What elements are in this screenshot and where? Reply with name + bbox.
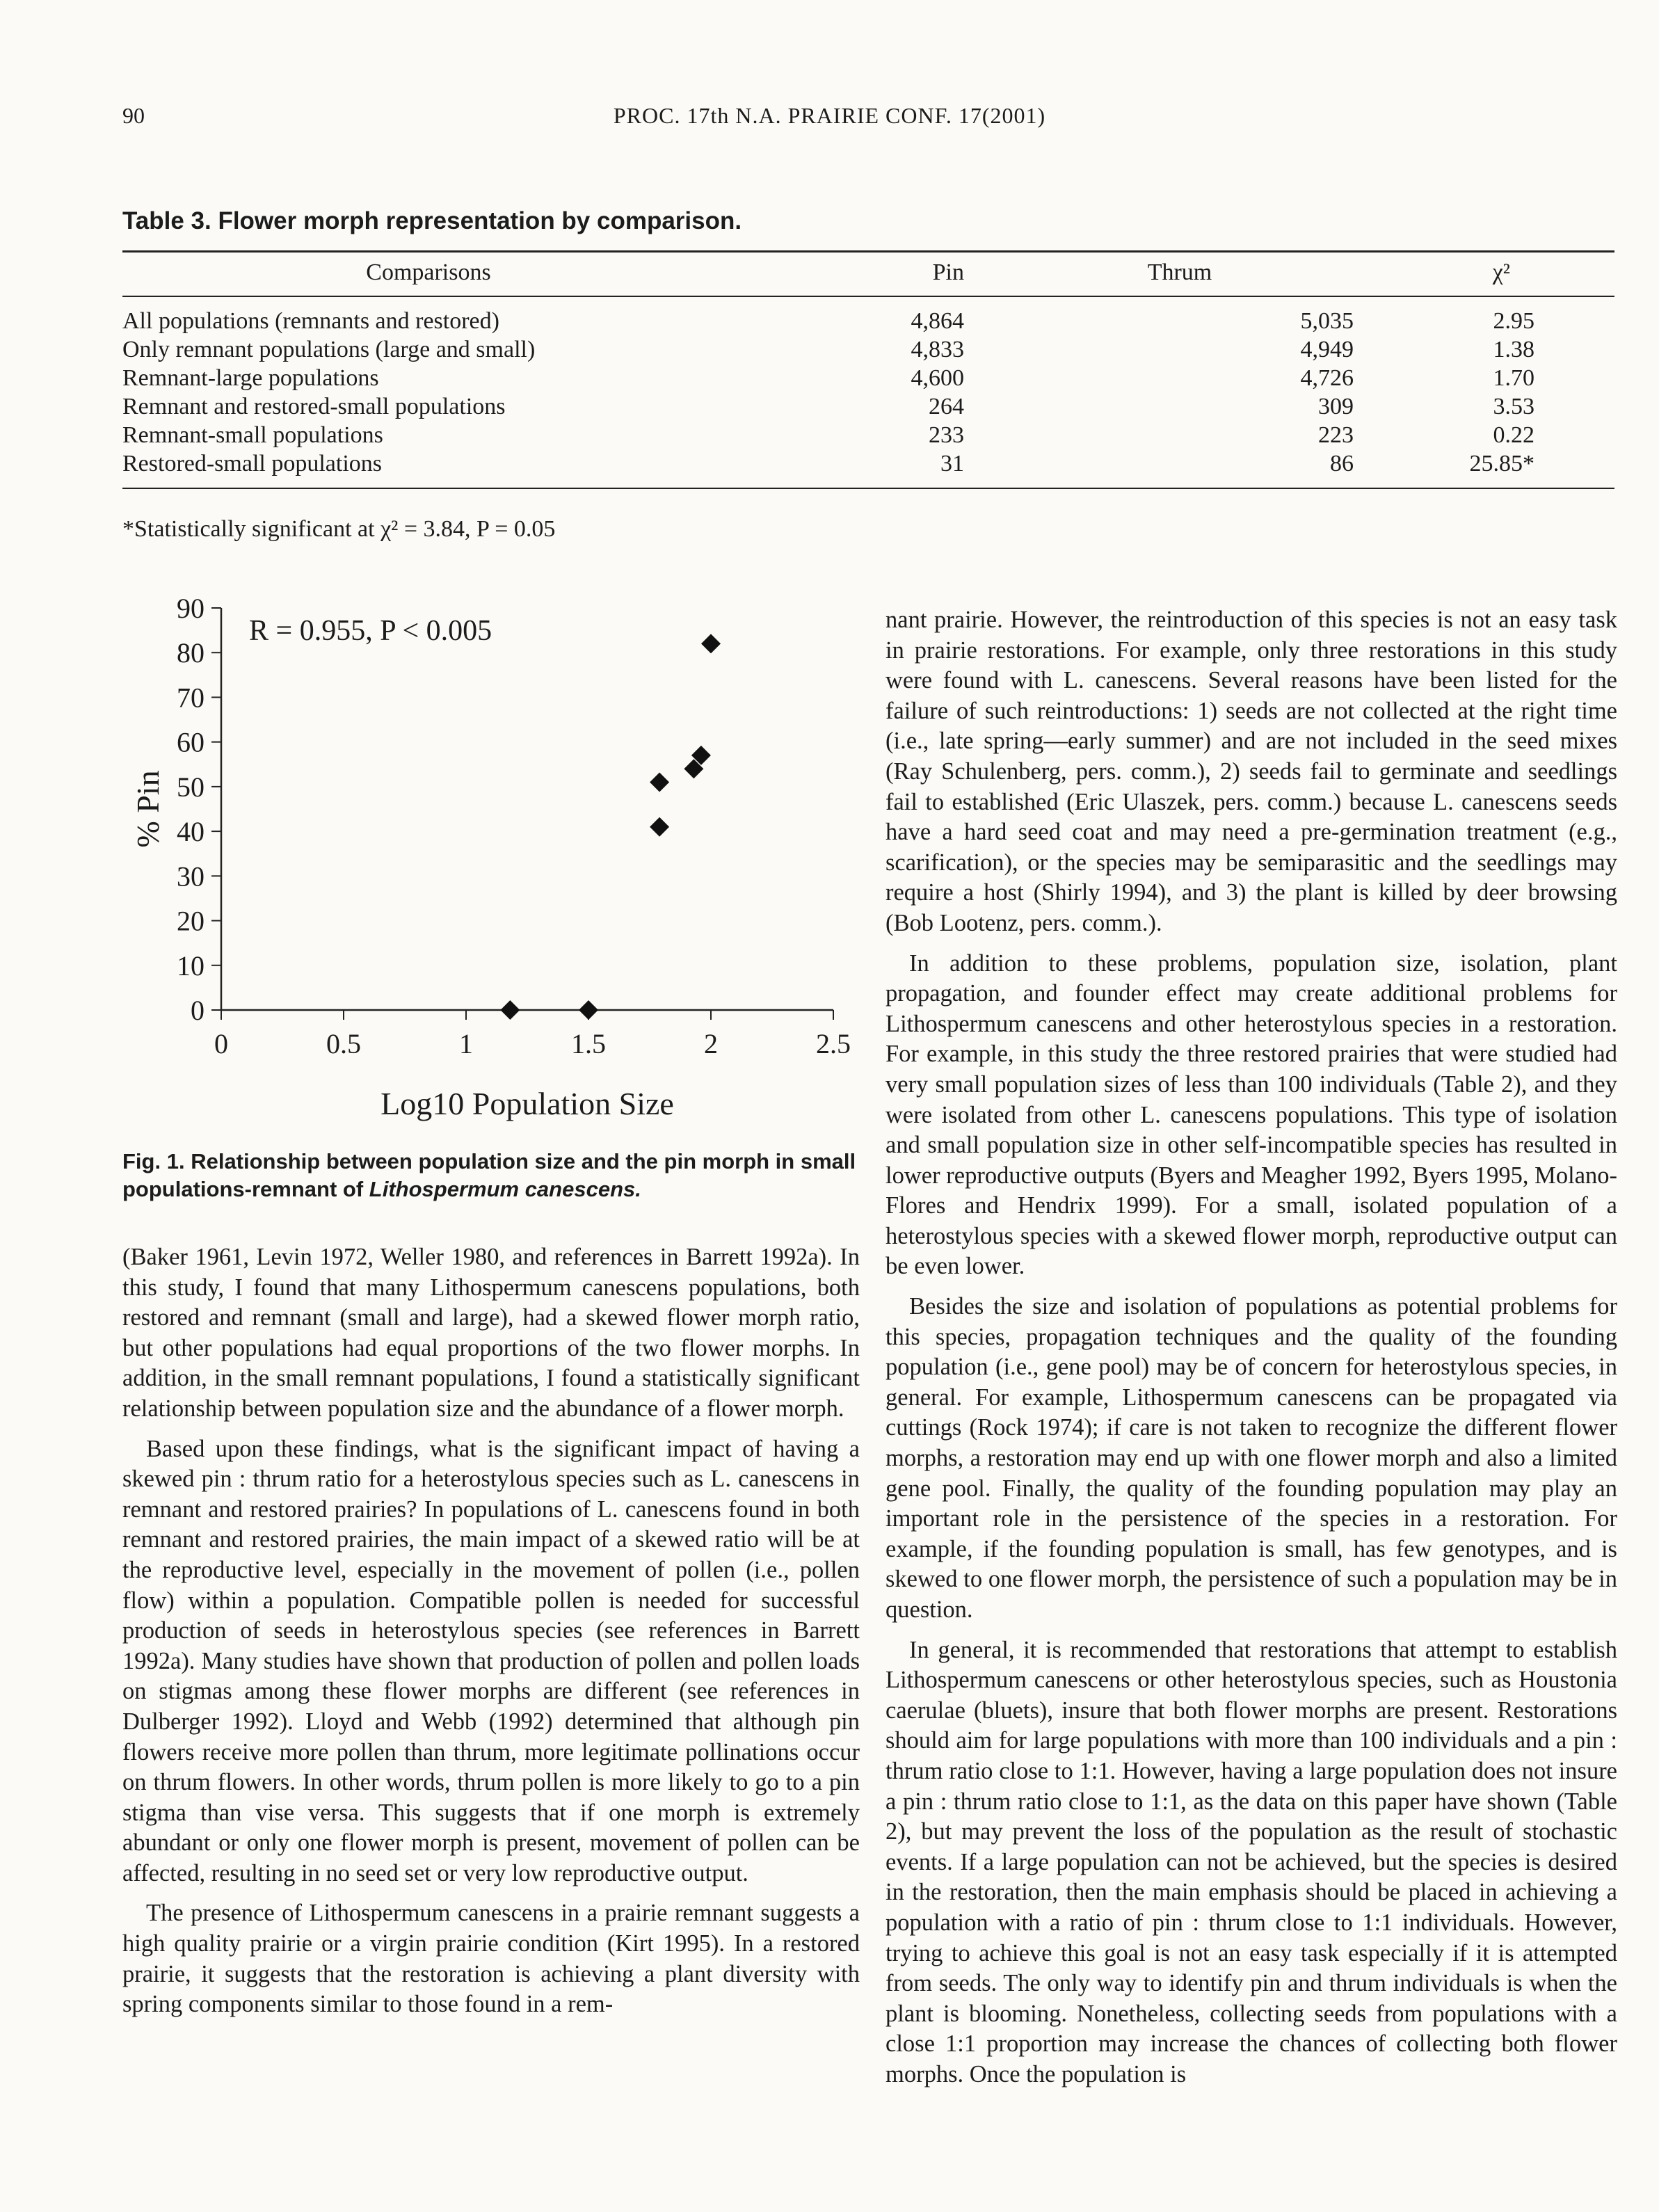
- table-footnote: *Statistically significant at χ² = 3.84, P = 0.05: [122, 516, 556, 542]
- cell-comparison: Restored-small populations: [122, 449, 735, 488]
- x-tick-label: 2: [704, 1028, 718, 1059]
- cell-pin: 233: [929, 422, 964, 448]
- cell-comparison: Remnant-small populations: [122, 422, 383, 448]
- table-caption: Table 3. Flower morph representation by comparison.: [122, 207, 742, 234]
- y-tick-label: 10: [177, 949, 205, 981]
- paragraph: (Baker 1961, Levin 1972, Weller 1980, and references in Barrett 1992a). In this study, I found that many Lithospermum canescens populations, both restored and remnant (small and large), had a skewed flower morph ratio, but other populations had equal proportions of the two flower morphs. In addition, in the small remnant populations, I found a statistically significant relationship between population size and the abundance of a flower morph.: [122, 1244, 860, 1422]
- table-row: [122, 449, 1614, 488]
- cell-chi-square: 0.22: [1493, 422, 1534, 448]
- column-header-chi-square: χ²: [1395, 252, 1614, 297]
- y-tick-label: 50: [177, 771, 205, 803]
- cell-chi-square: 25.85*: [1395, 449, 1614, 488]
- running-head: PROC. 17th N.A. PRAIRIE CONF. 17(2001): [613, 103, 1046, 128]
- cell-thrum: 86: [964, 449, 1395, 488]
- cell-pin: 264: [929, 394, 964, 419]
- y-axis-label: % Pin: [130, 770, 166, 848]
- cell-thrum: 4,949: [1300, 337, 1354, 362]
- cell-thrum: 223: [1318, 422, 1354, 448]
- y-tick-label: 80: [177, 637, 205, 669]
- cell-comparison: Only remnant populations (large and small): [122, 337, 536, 362]
- correlation-annotation: R = 0.955, P < 0.005: [249, 615, 492, 647]
- x-axis-label: Log10 Population Size: [380, 1086, 674, 1121]
- table-row: [122, 392, 1614, 421]
- paragraph: The presence of Lithospermum canescens in a prairie remnant suggests a high quality prairie or a virgin prairie condition (Kirt 1995). In a restored prairie, it suggests that the restoration is achieving a plant diversity with spring components similar to those found in a rem-: [122, 1900, 860, 2018]
- right-column: [885, 605, 1617, 2090]
- cell-comparison: All populations (remnants and restored): [122, 308, 499, 334]
- figure-caption-species: Lithospermum canescens.: [369, 1177, 641, 1201]
- cell-thrum: 309: [1318, 394, 1354, 419]
- cell-pin: 4,600: [911, 365, 964, 391]
- y-tick-label: 30: [177, 860, 205, 892]
- data-point: [650, 817, 669, 837]
- cell-thrum: 4,726: [1300, 365, 1354, 391]
- paragraph: In addition to these problems, population size, isolation, plant propagation, and founder effect may create additional problems for Lithospermum canescens and other heterostylous species in a restoration. For example, in this study the three restored prairies that were studied had very small population sizes of less than 100 individuals (Table 2), and they were isolated from other L. canescens populations. This type of isolation and small population size in other self-incompatible species has resulted in lower reproductive outputs (Byers and Meagher 1992, Byers 1995, Molano-Flores and Hendrix 1999). For a small, isolated population of a heterostylous species with a skewed flower morph, reproductive output can be even lower.: [885, 949, 1617, 1280]
- cell-comparison: Remnant-large populations: [122, 365, 379, 391]
- page-number: 90: [122, 103, 145, 128]
- cell-pin: 4,833: [911, 337, 964, 362]
- data-point: [701, 634, 721, 653]
- paragraph: In general, it is recommended that restorations that attempt to establish Lithospermum canescens or other heterostylous species, such as Houstonia caerulae (bluets), insure that both flower morphs are present. Restorations should aim for large populations with more than 100 individuals and a pin : thrum ratio close to 1:1. However, having a large population does not insure a pin : thrum ratio close to 1:1, as the data on this paper have shown (Table 2), but may prevent the loss of the population as the result of stochastic events. If a large population can not be achieved, but the species is desired in the restoration, then the main emphasis should be placed in achieving a population with a ratio of pin : thrum close to 1:1 individuals. However, trying to achieve this goal is not an easy task especially if it is attempted from seeds. The only way to identify pin and thrum individuals is when the plant is blooming. Nonetheless, collecting seeds from populations with a close 1:1 proportion may increase the chances of collecting both flower morphs. Once the population is: [885, 1636, 1617, 2087]
- figure-caption: [122, 1148, 860, 1203]
- cell-pin: 31: [735, 449, 964, 488]
- table-row: [122, 335, 1614, 364]
- y-tick-label: 20: [177, 905, 205, 937]
- cell-chi-square: 3.53: [1493, 394, 1534, 419]
- paragraph: nant prairie. However, the reintroduction of this species is not an easy task in prairie restorations. For example, only three restorations in this study were found with L. canescens. Several reasons have been listed for the failure of such reintroductions: 1) seeds are not collected at the right time (i.e., late spring—early summer) and are not included in the seed mixes (Ray Schulenberg, pers. comm.), 2) seeds fail to germinate and seedlings fail to established (Eric Ulaszek, pers. comm.) because L. canescens seeds have a hard seed coat and may need a pre-germination treatment (e.g., scarification), or the species may be semiparasitic and the seedlings may require a host (Shirly 1994), and 3) the plant is killed by deer browsing (Bob Lootenz, pers. comm.).: [885, 607, 1617, 936]
- data-point: [579, 1000, 598, 1020]
- x-tick-label: 0: [214, 1028, 228, 1059]
- x-tick-label: 2.5: [816, 1028, 851, 1059]
- figure-caption-text: Relationship between population size and the pin morph in small populations-remnant of: [122, 1149, 856, 1201]
- left-column: [122, 1242, 860, 2020]
- data-point: [500, 1000, 520, 1020]
- column-header-pin: Pin: [735, 252, 964, 297]
- x-tick-label: 1.5: [571, 1028, 606, 1059]
- x-tick-label: 1: [459, 1028, 473, 1059]
- x-tick-label: 0.5: [326, 1028, 361, 1059]
- column-header-comparisons: Comparisons: [122, 252, 735, 297]
- paragraph: Besides the size and isolation of populations as potential problems for this species, propagation techniques and the quality of the founding population (i.e., gene pool) may be of concern for heterostylous species, in general. For example, Lithospermum canescens can be propagated via cuttings (Rock 1974); if care is not taken to recognize the different flower morphs, a restoration may end up with one flower morph and also a limited gene pool. Finally, the quality of the founding population may play an important role in the persistence of the species in a restoration. For example, if the founding population is small, has few genotypes, and is skewed to one flower morph, the persistence of such a population may be in question.: [885, 1293, 1617, 1623]
- cell-chi-square: 2.95: [1493, 308, 1534, 334]
- paragraph: Based upon these findings, what is the significant impact of having a skewed pin : thrum ratio for a heterostylous species such as L. canescens in remnant and restored prairies? In populations of L. canescens found in both remnant and restored prairies, the main impact of a skewed ratio will be at the reproductive level, especially in the movement of pollen (i.e., pollen flow) within a population. Compatible pollen is needed for successful production of seeds in heterostylous species (see references in Barrett 1992a). Many studies have shown that production of pollen and pollen loads on stigmas among these flower morphs are different (see references in Dulberger 1992). Lloyd and Webb (1992) determined that although pin flowers receive more pollen than thrum, more legitimate pollinations occur on thrum flowers. In other words, thrum pollen is more likely to go to a pin stigma than vise versa. This suggests that if one morph is extremely abundant or only one flower morph is present, movement of pollen can be affected, resulting in no seed set or very low reproductive output.: [122, 1435, 860, 1886]
- y-tick-label: 40: [177, 816, 205, 848]
- data-table: [122, 250, 1614, 489]
- data-point: [650, 772, 669, 792]
- cell-thrum: 5,035: [1300, 308, 1354, 334]
- cell-comparison: Remnant and restored-small populations: [122, 394, 506, 419]
- table-row: [122, 364, 1614, 392]
- cell-chi-square: 1.70: [1493, 365, 1534, 391]
- scatter-chart: [122, 584, 860, 1141]
- cell-chi-square: 1.38: [1493, 337, 1534, 362]
- y-tick-label: 60: [177, 726, 205, 758]
- column-header-thrum: Thrum: [964, 252, 1395, 297]
- cell-pin: 4,864: [911, 308, 964, 334]
- table-row: [122, 296, 1614, 335]
- y-tick-label: 90: [177, 593, 205, 624]
- figure-caption-label: Fig. 1.: [122, 1149, 185, 1173]
- y-tick-label: 0: [191, 995, 205, 1026]
- table-header-row: [122, 252, 1614, 297]
- table-row: [122, 421, 1614, 449]
- y-tick-label: 70: [177, 682, 205, 714]
